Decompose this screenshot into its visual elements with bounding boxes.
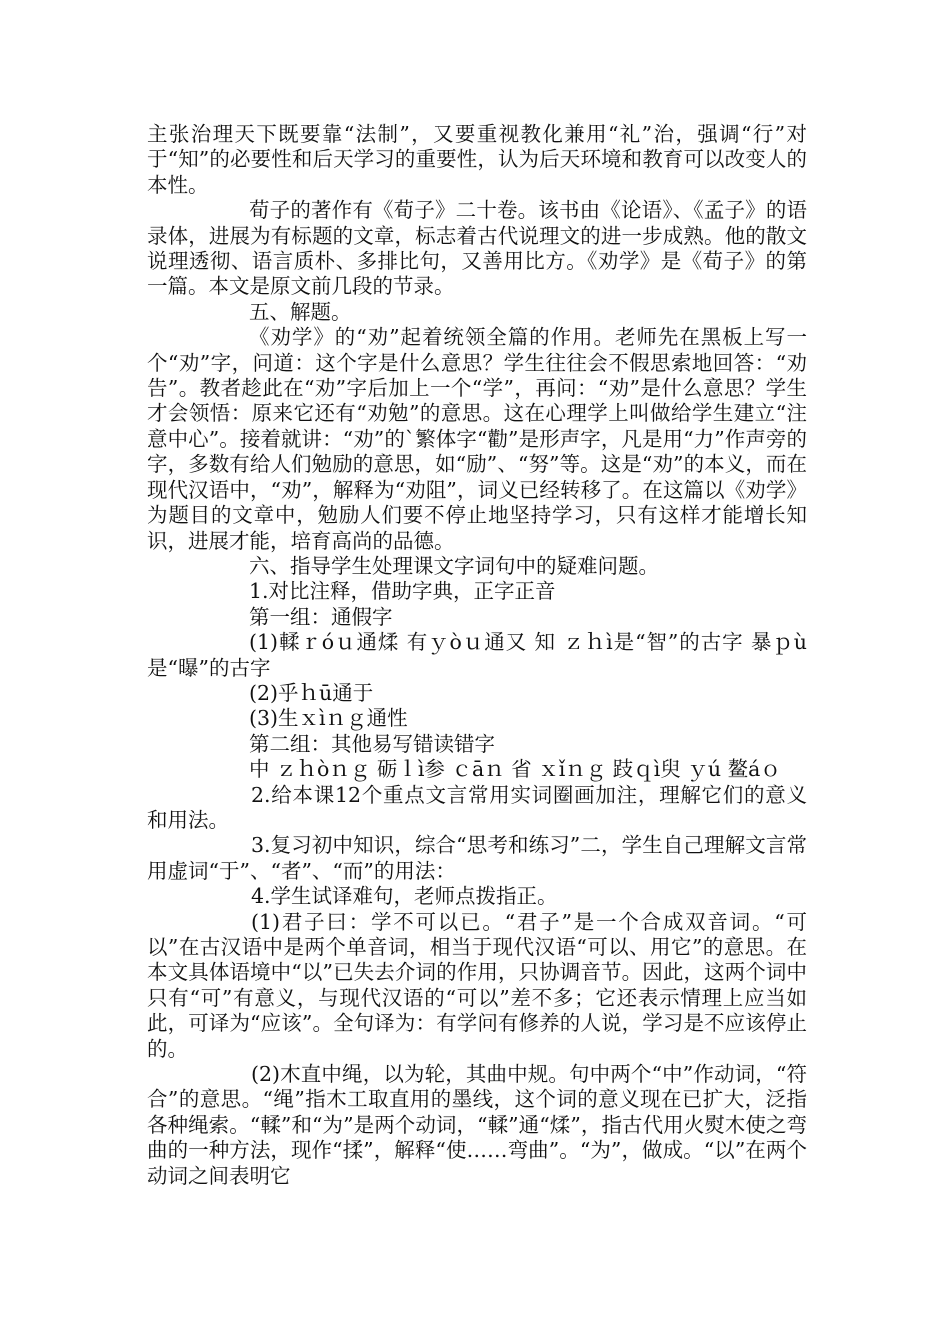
group-1-item-1: (1)輮ｒóｕ通煣 有ｙòｕ通又 知 ｚｈì是“智”的古字 暴ｐù是“曝”的古字	[147, 630, 807, 680]
paragraph-xunzi-works: 荀子的著作有《荀子》二十卷。该书由《论语》、《孟子》的语录体，进展为有标题的文章，标志着古代说理文的进一步成熟。他的散文说理透彻、语言质朴、多排比句，又善用比方。《劝学》是《荀子》的第一篇。本文是原文前几段的节录。	[147, 198, 807, 299]
step-1-heading: 1.对比注释，借助字典，正字正音	[249, 579, 556, 604]
sentence-explanation-1: (1)君子曰：学不可以已。“君子”是一个合成双音词。“可以”在古汉语中是两个单音词，相当于现代汉语“可以、用它”的意思。在本文具体语境中“以”已失去介词的作用，只协调音节。因此，这两个词中只有“可”有意义，与现代汉语的“可以”差不多；它还表示情理上应当如此，可译为“应该”。全句译为：有学问有修养的人说，学习是不应该停止的。	[147, 909, 807, 1061]
group-1-item-2: (2)乎ｈū通于	[249, 680, 374, 705]
step-4: 4.学生试译难句，老师点拨指正。	[251, 884, 558, 909]
group-2-heading: 第二组：其他易写错读错字	[249, 731, 495, 756]
group-1-heading: 第一组：通假字	[249, 604, 393, 629]
step-2: 2.给本课12个重点文言常用实词圈画加注，理解它们的意义和用法。	[147, 782, 807, 832]
section-heading-5: 五、解题。	[249, 299, 352, 324]
group-1-item-3: (3)生ｘìｎｇ通性	[249, 706, 408, 731]
step-3: 3.复习初中知识，综合“思考和练习”二，学生自己理解文言常用虚词“于”、“者”、“而”的用法：	[147, 833, 807, 883]
group-2-items: 中 ｚｈòｎｇ 砺ｌì参 ｃāｎ 省 ｘǐｎｇ 跂ｑì臾 ｙú 鳌áｏ	[249, 757, 781, 782]
sentence-explanation-2: (2)木直中绳，以为轮，其曲中规。句中两个“中”作动词，“符合”的意思。“绳”指木工取直用的墨线，这个词的意义现在已扩大，泛指各种绳索。“輮”和“为”是两个动词，“輮”通“煣”，指古代用火熨木使之弯曲的一种方法，现作“揉”，解释“使……弯曲”。“为”，做成。“以”在两个动词之间表明它	[147, 1062, 807, 1188]
document-page	[147, 122, 807, 1189]
paragraph-xunzi-thought: 主张治理天下既要靠“法制”，又要重视教化兼用“礼”治，强调“行”对于“知”的必要性和后天学习的重要性，认为后天环境和教育可以改变人的本性。	[147, 122, 807, 197]
section-heading-6: 六、指导学生处理课文字词句中的疑难问题。	[249, 553, 659, 578]
paragraph-title-explanation: 《劝学》的“劝”起着统领全篇的作用。老师先在黑板上写一个“劝”字，问道：这个字是什么意思？学生往往会不假思索地回答：“劝告”。教者趁此在“劝”字后加上一个“学”，再问：“劝”是什么意思？学生才会领悟：原来它还有“劝勉”的意思。这在心理学上叫做给学生建立“注意中心”。接着就讲：“劝”的`繁体字“勸”是形声字，凡是用“力”作声旁的字，多数有给人们勉励的意思，如“励”、“努”等。这是“劝”的本义，而在现代汉语中，“劝”，解释为“劝阻”，词义已经转移了。在这篇以《劝学》为题目的文章中，勉励人们要不停止地坚持学习，只有这样才能增长知识，进展才能，培育高尚的品德。	[147, 325, 807, 553]
